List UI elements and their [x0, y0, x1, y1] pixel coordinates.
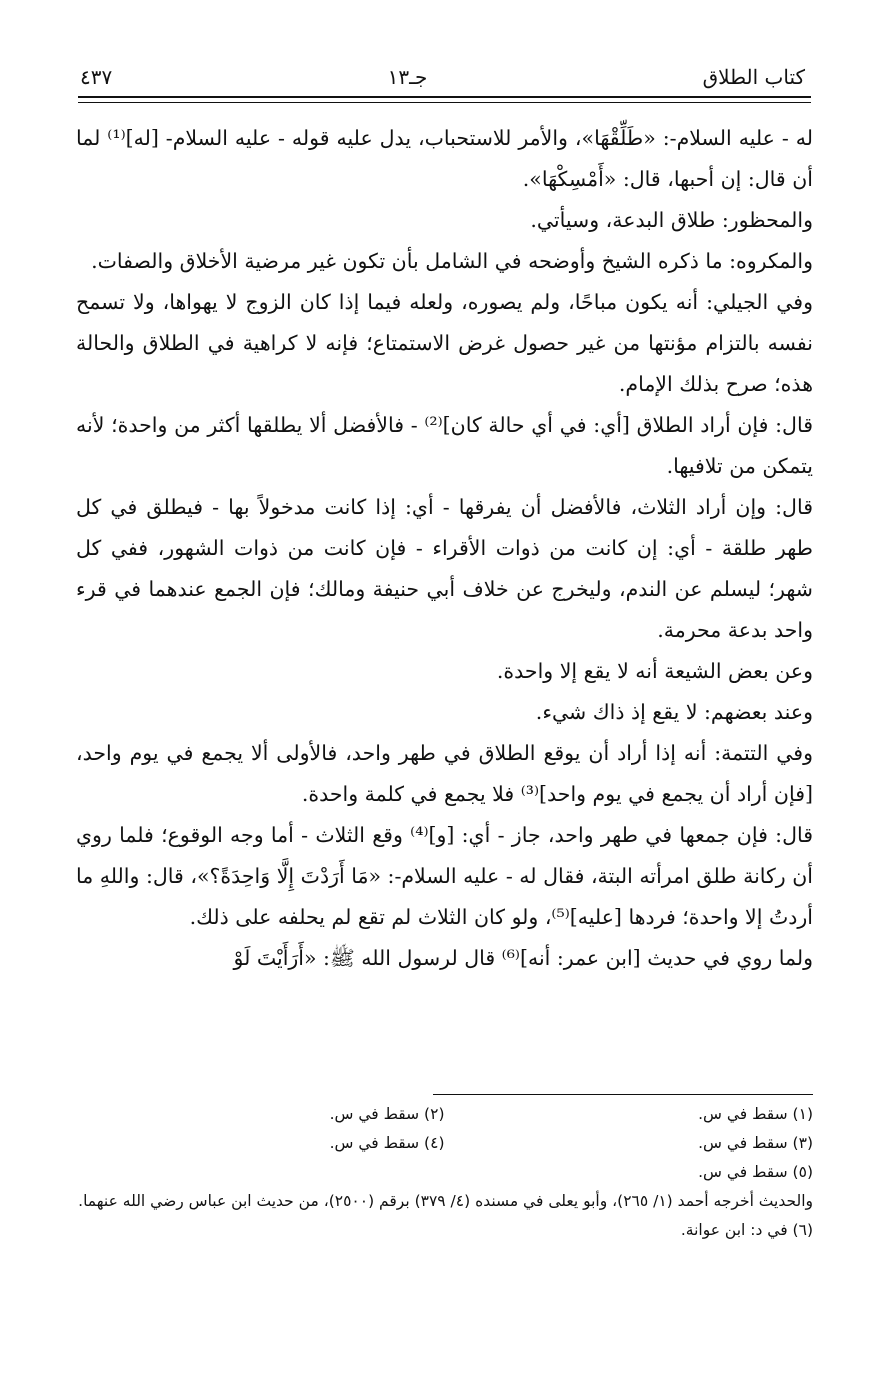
footnotes [76, 1100, 813, 1245]
book-title: كتاب الطلاق [702, 65, 805, 89]
page-number: ٤٣٧ [80, 65, 113, 89]
paragraph: له - عليه السلام-: «طَلِّقْهَا»، والأمر للاستحباب، يدل عليه قوله - عليه السلام- [له]⁽¹⁾ لما أن قال: إن أحبها، قال: «أَمْسِكْهَا». [76, 126, 813, 191]
main-text [76, 118, 813, 979]
footnote-row [76, 1129, 813, 1158]
footnote-5: (٥) سقط في س. [698, 1163, 813, 1181]
paragraph: ولما روي في حديث [ابن عمر: أنه]⁽⁶⁾ قال لرسول الله ﷺ: «أَرَأَيْتَ لَوْ [233, 946, 813, 970]
footnote-6: (٦) في د: ابن عوانة. [680, 1221, 813, 1239]
page-header [80, 60, 805, 94]
footnote-row [76, 1100, 813, 1129]
footnote-2: (٢) سقط في س. [329, 1105, 445, 1123]
paragraph: والمحظور: طلاق البدعة، وسيأتي. [530, 208, 813, 232]
footnote-1: (١) سقط في س. [698, 1105, 813, 1123]
header-rule-thin [78, 102, 811, 103]
paragraph: والمكروه: ما ذكره الشيخ وأوضحه في الشامل بأن تكون غير مرضية الأخلاق والصفات. [91, 249, 813, 273]
header-rule-thick [78, 96, 811, 98]
paragraph: قال: وإن أراد الثلاث، فالأفضل أن يفرقها - أي: إذا كانت مدخولاً بها - فيطلق في كل طهر طلقة - أي: إن كانت من ذوات الأقراء - فإن كانت من ذوات الشهور، ففي كل شهر؛ ليسلم عن الندم، وليخرج عن خلاف أبي حنيفة ومالك؛ فإن الجمع عندهما في قرء واحد بدعة محرمة. [76, 495, 813, 642]
footnote-4: (٤) سقط في س. [329, 1134, 445, 1152]
volume-label: جـ١٣ [387, 65, 428, 89]
footnote-3: (٣) سقط في س. [698, 1134, 813, 1152]
paragraph: وعن بعض الشيعة أنه لا يقع إلا واحدة. [496, 659, 813, 683]
paragraph: وفي التتمة: أنه إذا أراد أن يوقع الطلاق في طهر واحد، فالأولى ألا يجمع في يوم واحد، [فإن أراد أن يجمع في يوم واحد]⁽³⁾ فلا يجمع في كلمة واحدة. [76, 741, 813, 806]
paragraph: قال: فإن أراد الطلاق [أي: في أي حالة كان]⁽²⁾ - فالأفضل ألا يطلقها أكثر من واحدة؛ لأنه يتمكن من تلافيها. [76, 413, 814, 478]
paragraph: وفي الجيلي: أنه يكون مباحًا، ولم يصوره، ولعله فيما إذا كان الزوج لا يهواها، ولا تسمح نفسه بالتزام مؤنتها من غير حصول غرض الاستمتاع؛ فإنه لا كراهية في الطلاق والحالة هذه؛ صرح بذلك الإمام. [76, 290, 813, 396]
paragraph: قال: فإن جمعها في طهر واحد، جاز - أي: [و]⁽⁴⁾ وقع الثلاث - أما وجه الوقوع؛ فلما روي أن ركانة طلق امرأته البتة، فقال له - عليه السلام-: «مَا أَرَدْتَ إِلَّا وَاحِدَةً؟»، قال: واللهِ ما أردتُ إلا واحدة؛ فردها [عليه]⁽⁵⁾، ولو كان الثلاث لم تقع لم يحلفه على ذلك. [76, 823, 814, 929]
paragraph: وعند بعضهم: لا يقع إذ ذاك شيء. [535, 700, 813, 724]
footnote-separator [433, 1094, 813, 1095]
footnote-5-note: والحديث أخرجه أحمد (١/ ٢٦٥)، وأبو يعلى في مسنده (٤/ ٣٧٩) برقم (٢٥٠٠)، من حديث ابن عباس رضي الله عنهما. [78, 1192, 813, 1210]
